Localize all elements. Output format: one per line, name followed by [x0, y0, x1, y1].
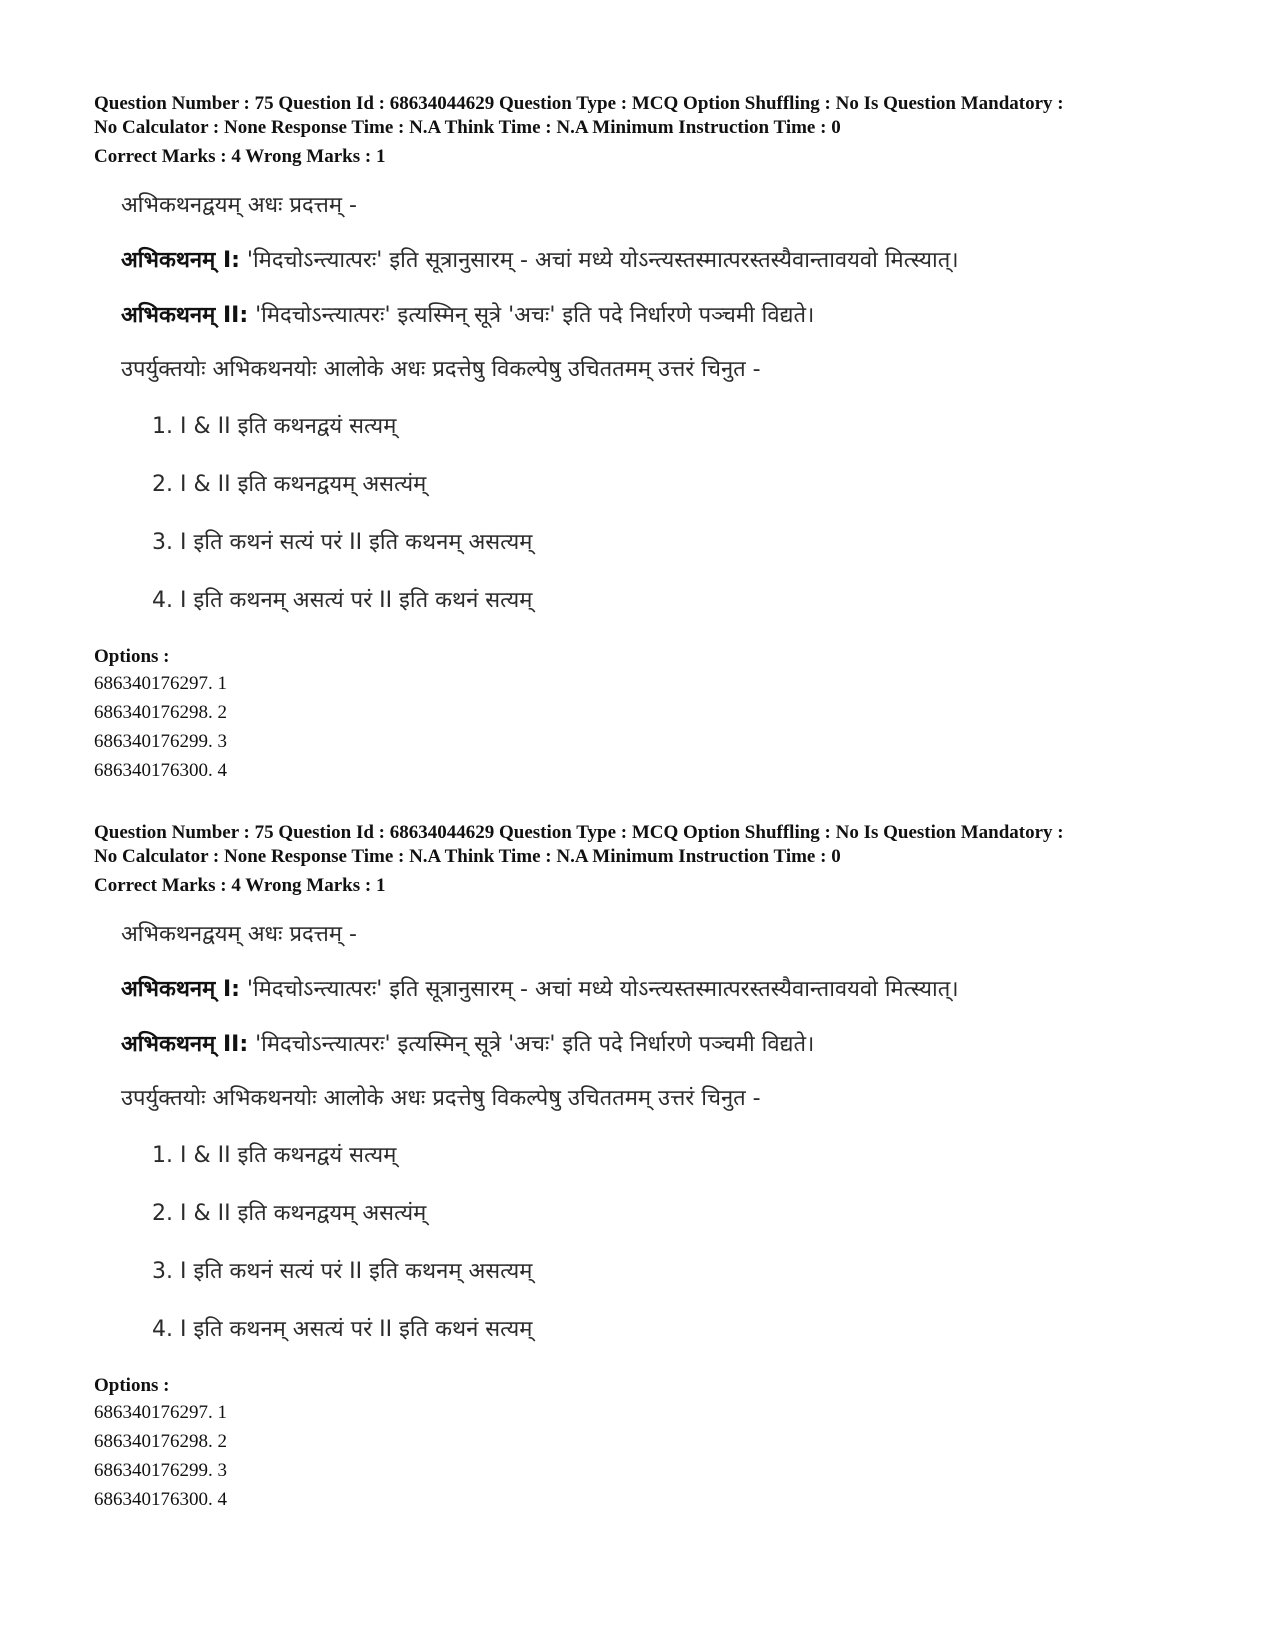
- question-directive: उपर्युक्तयोः अभिकथनयोः आलोके अधः प्रदत्तेषु विकल्पेषु उचिततमम् उत्तरं चिनुत -: [121, 357, 761, 382]
- choice-item: 2. I & II इति कथनद्वयम् असत्यंम्: [152, 1201, 427, 1226]
- question-header-line-1: Question Number : 75 Question Id : 68634044629 Question Type : MCQ Option Shuffling : No Is Question Mandatory :: [94, 822, 1064, 843]
- option-item: 686340176297. 1: [94, 673, 227, 694]
- statement-2-text: 'मिदचोऽन्त्यात्परः' इत्यस्मिन् सूत्रे 'अचः' इति पदे निर्धारणे पञ्चमी विद्यते।: [248, 303, 815, 328]
- question-marks: Correct Marks : 4 Wrong Marks : 1: [94, 146, 386, 167]
- choice-list: [152, 1141, 1214, 1345]
- options-list: [94, 1398, 1214, 1514]
- option-item: 686340176299. 3: [94, 1460, 227, 1481]
- question-header-line-2: No Calculator : None Response Time : N.A Think Time : N.A Minimum Instruction Time : 0: [94, 117, 841, 138]
- question-directive: उपर्युक्तयोः अभिकथनयोः आलोके अधः प्रदत्तेषु विकल्पेषु उचिततमम् उत्तरं चिनुत -: [121, 1086, 761, 1111]
- question-intro: अभिकथनद्वयम् अधः प्रदत्तम् -: [121, 193, 357, 218]
- question-block-1: [94, 92, 1214, 785]
- statement-1-label: अभिकथनम् I:: [121, 977, 240, 1002]
- statement-1-text: 'मिदचोऽन्त्यात्परः' इति सूत्रानुसारम् - अचां मध्ये योऽन्त्यस्तस्मात्परस्तस्यैवान्तावयवो मित्स्यात्।: [239, 248, 959, 273]
- statement-1: [121, 246, 1214, 276]
- choice-item: 4. I इति कथनम् असत्यं परं II इति कथनं सत्यम्: [152, 1317, 533, 1342]
- statement-1: [121, 975, 1214, 1005]
- question-marks: Correct Marks : 4 Wrong Marks : 1: [94, 875, 386, 896]
- options-title: Options :: [94, 1375, 170, 1396]
- options-list: [94, 669, 1214, 785]
- choice-item: 4. I इति कथनम् असत्यं परं II इति कथनं सत्यम्: [152, 588, 533, 613]
- statement-1-label: अभिकथनम् I:: [121, 248, 240, 273]
- statement-2: [121, 301, 1214, 331]
- options-title: Options :: [94, 646, 170, 667]
- option-item: 686340176300. 4: [94, 1489, 227, 1510]
- choice-item: 1. I & II इति कथनद्वयं सत्यम्: [152, 414, 397, 439]
- question-content: [121, 920, 1214, 1345]
- question-header-line-1: Question Number : 75 Question Id : 68634044629 Question Type : MCQ Option Shuffling : No Is Question Mandatory :: [94, 93, 1064, 114]
- statement-2-label: अभिकथनम् II:: [121, 1032, 249, 1057]
- choice-item: 3. I इति कथनं सत्यं परं II इति कथनम् असत्यम्: [152, 1259, 533, 1284]
- statement-2-text: 'मिदचोऽन्त्यात्परः' इत्यस्मिन् सूत्रे 'अचः' इति पदे निर्धारणे पञ्चमी विद्यते।: [248, 1032, 815, 1057]
- option-item: 686340176297. 1: [94, 1402, 227, 1423]
- option-item: 686340176298. 2: [94, 1431, 227, 1452]
- statement-2: [121, 1030, 1214, 1060]
- question-header-line-2: No Calculator : None Response Time : N.A Think Time : N.A Minimum Instruction Time : 0: [94, 846, 841, 867]
- choice-item: 3. I इति कथनं सत्यं परं II इति कथनम् असत्यम्: [152, 530, 533, 555]
- question-block-2: [94, 821, 1214, 1514]
- question-content: [121, 191, 1214, 616]
- statement-2-label: अभिकथनम् II:: [121, 303, 249, 328]
- choice-item: 1. I & II इति कथनद्वयं सत्यम्: [152, 1143, 397, 1168]
- statement-1-text: 'मिदचोऽन्त्यात्परः' इति सूत्रानुसारम् - अचां मध्ये योऽन्त्यस्तस्मात्परस्तस्यैवान्तावयवो मित्स्यात्।: [239, 977, 959, 1002]
- option-item: 686340176300. 4: [94, 760, 227, 781]
- option-item: 686340176298. 2: [94, 702, 227, 723]
- option-item: 686340176299. 3: [94, 731, 227, 752]
- question-intro: अभिकथनद्वयम् अधः प्रदत्तम् -: [121, 922, 357, 947]
- choice-list: [152, 412, 1214, 616]
- choice-item: 2. I & II इति कथनद्वयम् असत्यंम्: [152, 472, 427, 497]
